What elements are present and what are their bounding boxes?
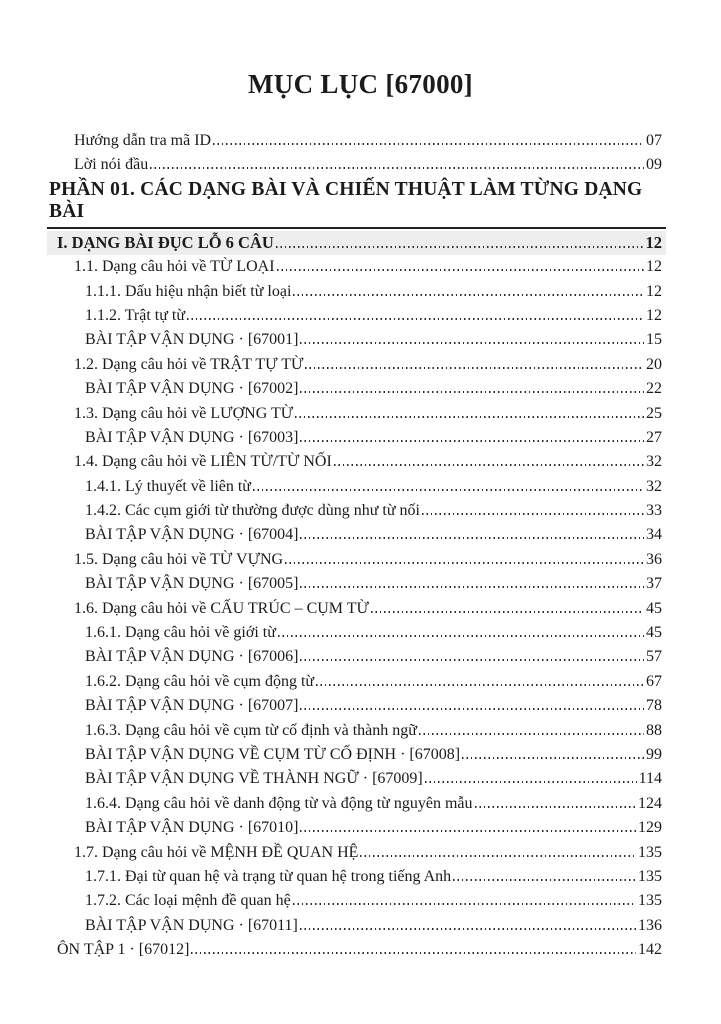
toc-entry-page: 78 (646, 697, 662, 715)
toc-entry-label: BÀI TẬP VẬN DỤNG · [67011] (85, 916, 298, 934)
dot-leader (187, 318, 644, 320)
toc-entry-page: 15 (646, 331, 662, 349)
dot-leader (300, 928, 636, 930)
toc-entry-label: 1.7.2. Các loại mệnh đề quan hệ (85, 892, 291, 910)
front-matter-entry[interactable] (47, 129, 666, 153)
toc-entry-label: 1.1.1. Dấu hiệu nhận biết từ loại (85, 282, 292, 300)
dot-leader (422, 513, 644, 515)
toc-entry-page: 32 (646, 477, 662, 495)
toc-entry-label: 1.1.2. Trật tự từ (85, 306, 186, 324)
toc-entry-label: 1.7.1. Đại từ quan hệ và trạng từ quan hệ trong tiếng Anh (85, 867, 452, 885)
toc-entry-label: BÀI TẬP VẬN DỤNG · [67006] (85, 648, 299, 666)
toc-entry[interactable] (47, 426, 666, 450)
toc-entry-page: 45 (646, 599, 662, 617)
toc-entry-page: 99 (646, 745, 662, 763)
dot-leader (277, 269, 644, 271)
toc-entry-page: 09 (646, 156, 662, 174)
dot-leader (425, 781, 637, 783)
toc-entry-label: 1.4.2. Các cụm giới từ thường được dùng như từ nối (85, 502, 420, 520)
toc-entry-label: BÀI TẬP VẬN DỤNG · [67007] (85, 697, 299, 715)
toc-entry-page: 124 (638, 794, 662, 812)
toc-entry-page: 32 (646, 453, 662, 471)
toc-entry-page: 12 (646, 306, 662, 324)
toc-entry-label: BÀI TẬP VẬN DỤNG · [67002] (85, 380, 299, 398)
toc-entry-page: 129 (638, 819, 662, 837)
dot-leader (371, 611, 644, 613)
toc-entry-page: 20 (646, 355, 662, 373)
dot-leader (213, 143, 644, 145)
toc-entry-label: 1.6.2. Dạng câu hỏi về cụm động từ (85, 672, 315, 690)
toc-entry-label: BÀI TẬP VẬN DỤNG VỀ CỤM TỪ CỐ ĐỊNH · [67008] (85, 745, 461, 763)
toc-entry-page: 12 (646, 258, 662, 276)
toc-entry-label: Lời nói đầu (74, 156, 149, 174)
dot-leader (293, 294, 644, 296)
toc-entry-page: 114 (638, 770, 662, 788)
dot-leader (276, 246, 644, 248)
toc-entry-page: 88 (646, 721, 662, 739)
dot-leader (316, 684, 644, 686)
toc-entry[interactable] (47, 280, 666, 304)
toc-entry[interactable] (47, 231, 666, 255)
dot-leader (334, 464, 644, 466)
toc-entry-page: 36 (646, 550, 662, 568)
toc-entry-page: 22 (646, 380, 662, 398)
dot-leader (300, 708, 644, 710)
toc-entry-label: BÀI TẬP VẬN DỤNG · [67010] (85, 819, 299, 837)
toc-entry[interactable] (47, 816, 666, 840)
toc-entry-label: 1.6.3. Dạng câu hỏi về cụm từ cố định và thành ngữ (85, 721, 417, 739)
toc-entry[interactable] (47, 767, 666, 791)
toc-entry[interactable] (47, 475, 666, 499)
toc-entry[interactable] (47, 645, 666, 669)
toc-entry-label: BÀI TẬP VẬN DỤNG · [67004] (85, 526, 299, 544)
toc-entry-label: Hướng dẫn tra mã ID (74, 132, 212, 149)
toc-entry-page: 57 (646, 648, 662, 666)
toc-entry-page: 25 (646, 404, 662, 422)
toc-entry-page: 37 (646, 575, 662, 593)
toc-entry-page: 135 (638, 867, 662, 885)
toc-entry[interactable] (47, 328, 666, 352)
toc-entry[interactable] (47, 743, 666, 767)
toc-entry-label: BÀI TẬP VẬN DỤNG · [67005] (85, 575, 299, 593)
front-matter-entry[interactable] (47, 153, 666, 177)
toc-entry[interactable] (47, 353, 666, 377)
dot-leader (300, 830, 636, 832)
dot-leader (278, 635, 644, 637)
toc-entry-label: 1.1. Dạng câu hỏi về TỪ LOẠI (74, 258, 275, 276)
dot-leader (295, 416, 644, 418)
toc-entry[interactable] (47, 255, 666, 279)
toc-entry-page: 33 (646, 502, 662, 520)
toc-entry-label: BÀI TẬP VẬN DỤNG · [67003] (85, 428, 299, 446)
dot-leader (475, 806, 637, 808)
toc-entry[interactable] (47, 938, 666, 962)
toc-entry[interactable] (47, 377, 666, 401)
toc-entry-page: 67 (646, 672, 662, 690)
toc-entry-page: 27 (646, 428, 662, 446)
toc-entry[interactable] (47, 548, 666, 572)
toc-entry-label: 1.4. Dạng câu hỏi về LIÊN TỪ/TỪ NỐI (74, 453, 332, 471)
toc-entry-label: BÀI TẬP VẬN DỤNG VỀ THÀNH NGỮ · [67009] (85, 770, 423, 788)
toc-entry[interactable] (47, 719, 666, 743)
toc-entry-page: 135 (638, 843, 662, 861)
toc-entry[interactable] (47, 402, 666, 426)
toc-entry[interactable] (47, 450, 666, 474)
toc-entry-label: 1.6. Dạng câu hỏi về CẤU TRÚC – CỤM TỪ (74, 599, 369, 617)
toc-entry-page: 45 (646, 624, 662, 642)
toc-entry-label: 1.3. Dạng câu hỏi về LƯỢNG TỪ (74, 404, 294, 422)
dot-leader (150, 167, 644, 169)
toc-entry[interactable] (47, 792, 666, 816)
dot-leader (253, 489, 644, 491)
toc-entry-label: BÀI TẬP VẬN DỤNG · [67001] (85, 331, 299, 349)
dot-leader (285, 562, 644, 564)
dot-leader (300, 659, 644, 661)
dot-leader (453, 879, 636, 881)
toc-entry-label: 1.7. Dạng câu hỏi về MỆNH ĐỀ QUAN HỆ (74, 843, 359, 861)
toc-list (47, 231, 666, 963)
toc-entry-label: 1.4.1. Lý thuyết về liên từ (85, 477, 251, 495)
toc-entry[interactable] (47, 694, 666, 718)
dot-leader (419, 733, 644, 735)
dot-leader (305, 367, 644, 369)
toc-entry-label: I. DẠNG BÀI ĐỤC LỖ 6 CÂU (57, 232, 274, 252)
toc-entry[interactable] (47, 621, 666, 645)
toc-entry-label: 1.6.4. Dạng câu hỏi về danh động từ và động từ nguyên mẫu (85, 794, 473, 812)
toc-entry-page: 142 (638, 941, 662, 959)
toc-entry[interactable] (47, 670, 666, 694)
toc-entry-label: 1.5. Dạng câu hỏi về TỪ VỰNG (74, 550, 284, 568)
toc-entry[interactable] (47, 841, 666, 865)
toc-entry-label: 1.6.1. Dạng câu hỏi về giới từ (85, 624, 276, 642)
dot-leader (300, 586, 644, 588)
dot-leader (191, 952, 636, 954)
toc-entry-page: 136 (638, 916, 662, 934)
dot-leader (300, 391, 644, 393)
toc-entry[interactable] (47, 597, 666, 621)
toc-entry-page: 12 (646, 282, 662, 300)
toc-entry[interactable] (47, 499, 666, 523)
dot-leader (300, 342, 644, 344)
toc-entry-page: 12 (645, 232, 662, 252)
dot-leader (462, 757, 644, 759)
toc-entry[interactable] (47, 889, 666, 913)
toc-entry[interactable] (47, 304, 666, 328)
toc-entry[interactable] (47, 914, 666, 938)
dot-leader (293, 903, 636, 905)
toc-entry[interactable] (47, 523, 666, 547)
page-title: MỤC LỤC [67000] (248, 69, 473, 99)
toc-entry-page: 07 (646, 132, 662, 149)
dot-leader (300, 537, 644, 539)
front-matter-list (47, 129, 666, 178)
toc-entry-label: ÔN TẬP 1 · [67012] (57, 941, 190, 959)
toc-entry[interactable] (47, 572, 666, 596)
toc-entry-page: 34 (646, 526, 662, 544)
toc-entry-page: 135 (638, 892, 662, 910)
part-heading: PHẦN 01. CÁC DẠNG BÀI VÀ CHIẾN THUẬT LÀM TỪNG DẠNG BÀI (47, 178, 666, 229)
dot-leader (360, 855, 636, 857)
toc-content (47, 129, 666, 963)
dot-leader (300, 440, 644, 442)
toc-entry-label: 1.2. Dạng câu hỏi về TRẬT TỰ TỪ (74, 355, 304, 373)
toc-entry[interactable] (47, 865, 666, 889)
